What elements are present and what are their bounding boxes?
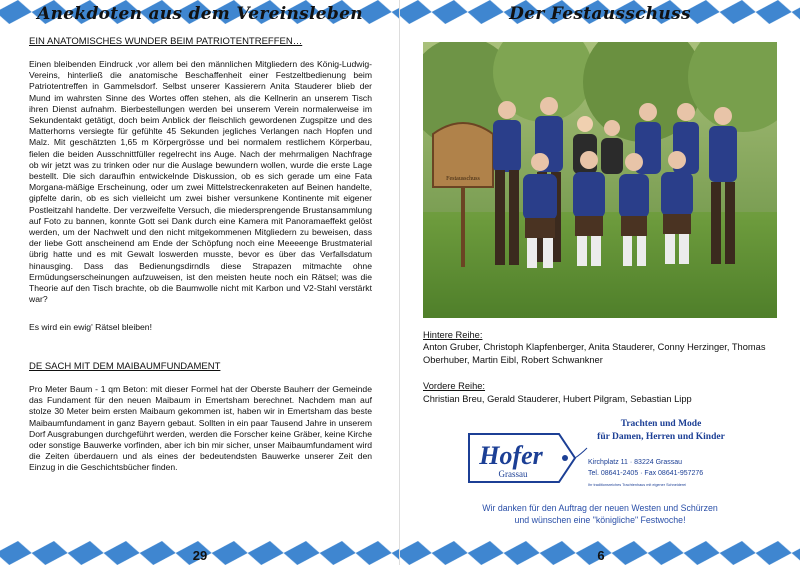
hofer-logo	[469, 434, 575, 482]
caption-front-row-names: Christian Breu, Gerald Stauderer, Hubert Pilgram, Sebastian Lipp	[423, 394, 692, 404]
ad-address: Kirchplatz 11 · 83224 Grassau	[588, 459, 683, 466]
right-page	[400, 0, 800, 565]
article-title-maypole-foundation: DE SACH MIT DEM MAIBAUMFUNDAMENT	[29, 361, 221, 372]
ad-small-print: Ihr traditionsreiches Trachtenhaus mit eigener Schneiderei	[588, 483, 687, 487]
article-closing-line: Es wird ein ewig' Rätsel bleiben!	[29, 322, 152, 332]
caption-front-row-label: Vordere Reihe:	[423, 381, 486, 391]
thanks-line-2: und wünschen eine "königliche" Festwoche!	[514, 514, 686, 525]
logo-name: Hofer	[479, 441, 543, 470]
page-header-title: Der Festausschuss	[509, 4, 691, 24]
ad-phone: Tel. 08641-2405 · Fax 08641-957276	[588, 470, 704, 477]
article-body-maypole-foundation: Pro Meter Baum - 1 qm Beton: mit dieser Formel hat der Oberste Bauherr der Gemeinde das Fundament für den neuen Maibaum in Emertsham berechnet. Nachdem man auf stolze 30 Meter beim ersten Maibaum gekommen ist, haben wir in Emertsham das beste Maibaumfundament in ganz Bayern gebaut. Sollten in ein paar Tausend Jahre in unserem Dorf Ausgrabungen durchgeführt werden, werden die Forscher keine Gräber, keine Kirche oder sonstige Bauwerke vorfinden, aber ich bin mir sicher, unser Maibaumfundament wird die Zeiten überdauern und als eines der bedeutendsten Bauwerke unserer Zeit den Einzug in die Geschichtsbücher finden.	[29, 384, 372, 473]
caption-back-row-names: Anton Gruber, Christoph Klapfenberger, Anita Stauderer, Conny Herzinger, Thomas Oberhuber, Martin Eibl, Robert Schwankner	[423, 342, 766, 365]
thanks-line-1: Wir danken für den Auftrag der neuen Westen und Schürzen	[482, 503, 718, 513]
hofer-advertisement	[463, 414, 731, 496]
festausschuss-group-photo	[423, 42, 777, 318]
logo-town: Grassau	[498, 469, 528, 479]
article-title-anatomical-wonder: EIN ANATOMISCHES WUNDER BEIM PATRIOTENTREFFEN…	[29, 36, 303, 47]
thanks-note	[420, 503, 780, 526]
article-body-anatomical-wonder: Einen bleibenden Eindruck ,vor allem bei den männlichen Mitgliedern des König-Ludwig-Vereins, hinterließ die anatomische Beschaffenheit einer Festzeltbedienung beim Patriotentreffen in Gammelsdorf. Selbst unserer Kassierern Anita Stauderer blieb der Mund im wahrsten Sinne des Wortes offen stehen, als die Kellnerin an unserem Tisch ihren Dienst aufnahm. Bierbestellungen werden bei unserem Verein normalerweise im Sekundentakt getätigt, doch beim Anblick der fleischlich gewordenen Zugspitze und des Matterhorns versiegte für gefühlte 45 Sekunden jegliches Verlangen nach Hopfen und Malz. Mit geschätzten 1,65 m Körpergrösse und bei normalem restlichem Körperbau, fielen die beiden Ausschnittfüller regelrecht ins Auge. Nach der mehrmaligen Nachfrage ob wir jetzt was zu trinken oder nur die Auslage bewundern wollen, wurde die erste Lage bestellt. Die sich daraufhin entwickelnde Diskussion, ob es sich gerade um eine Fata Morgana-mäßige Erscheinung, oder um zwei Mittelstreckenraketen auf Beinen handelte, gipfelte darin, ob es sich vielleicht um zwei bisher versunkene Kontinente mit eigener Postleitzahl handelte. Der verzweifelte Versuch, die miedersprengende Brustansammlung auf Foto zu bannen, konnte Gott sei Dank durch eine Kamera mit Panoramaeffekt gelöst werden, um der Nachwelt und den nicht mitgekommenen Mitgliedern zu beweisen, dass der liebe Gott anscheinend am Ende der Schöpfung noch eine Meeeenge Brustmaterial übrig hatte und es mit Gewalt loswerden musste, bevor es über das Verfallsdatum hinausging. Dass das Bedienungsdirndls diese Strapazen mitmachte ohne Ermüdungserscheinungen aufzuweisen, ist den meisten heute noch ein Rätsel; was die Theorie auf den Tisch brachte, ob die Baumwolle nicht mit Karbon und V2-Stahl verstärkt war?	[29, 59, 372, 305]
ad-tagline-1: Trachten und Mode	[620, 419, 702, 429]
sign-text: Festausschuss	[446, 176, 480, 182]
caption-back-row-label: Hintere Reihe:	[423, 330, 483, 340]
page-number: 29	[192, 548, 208, 563]
page-number: 6	[597, 548, 605, 563]
page-header-title: Anekdoten aus dem Vereinsleben	[37, 4, 363, 24]
ad-tagline-2: für Damen, Herren und Kinder	[597, 432, 725, 442]
